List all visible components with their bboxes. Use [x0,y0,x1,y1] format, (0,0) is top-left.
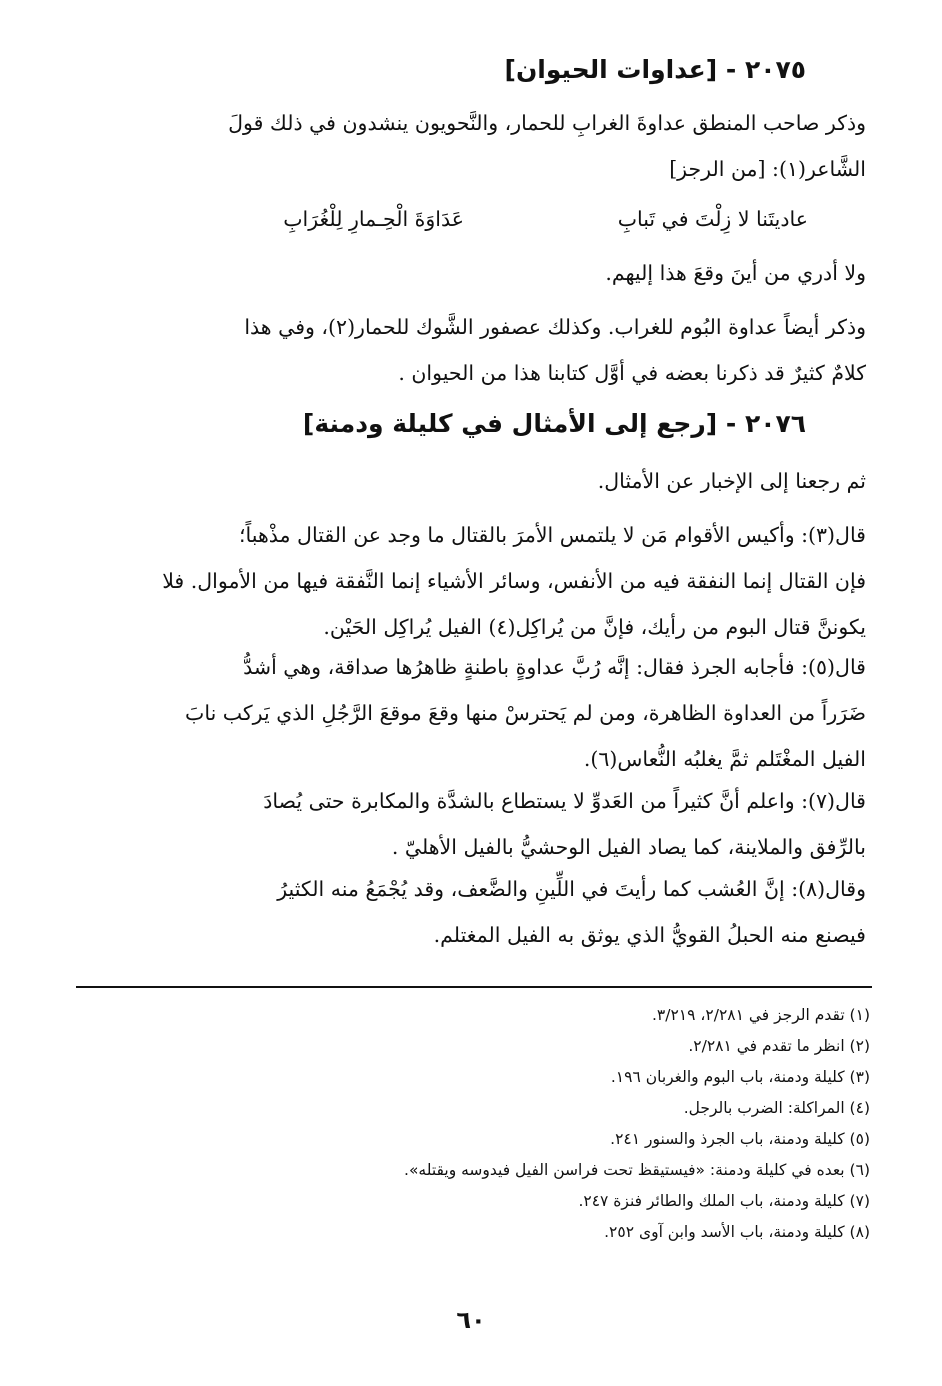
paragraph-grass-rope [76,866,866,958]
paragraph-intro [76,100,866,192]
paragraph-after-verse [76,250,866,296]
section-heading-2075: ٢٠٧٥ - [عداوات الحيوان] [504,55,806,84]
text-line: الشَّاعر(١): [من الرجز] [669,157,866,181]
paragraph-owl-crow [76,304,866,396]
footnote-8: (٨) كليلة ودمنة، باب الأسد وابن آوى ٢٥٢. [604,1223,870,1241]
verse-first-hemistich: عاديتَنا لا زِلْتَ في تَبابِ [617,207,808,231]
page-number: ٦٠ [456,1306,486,1334]
text-line: فإن القتال إنما النفقة فيه من الأنفس، وسائر الأشياء إنما النَّفقة فيها من الأموال. فلا [162,569,866,593]
text-line: كلامٌ كثيرٌ قد ذكرنا بعضه في أوَّل كتابنا هذا من الحيوان . [398,361,866,385]
paragraph-fighting [76,512,866,650]
paragraph-return [76,458,866,504]
footnote-1: (١) تقدم الرجز في ٢/٢٨١، ٣/٢١٩. [651,1006,870,1024]
text-line: وذكر صاحب المنطق عداوةَ الغرابِ للحمار، والنَّحويون ينشدون في ذلك قولَ [228,111,866,135]
verse-second-hemistich: عَدَاوَةَ الْحِـمارِ لِلْغُرَابِ [283,207,464,231]
footnote-7: (٧) كليلة ودمنة، باب الملك والطائر فنزة ٢٤٧. [578,1192,870,1210]
text-line: ضَرَراً من العداوة الظاهرة، ومن لم يَحترسْ منها وقعَ موقعَ الرَّجُلِ الذي يَركب نابَ [185,701,866,725]
footnote-3: (٣) كليلة ودمنة، باب البوم والغربان ١٩٦. [610,1068,870,1086]
section-heading-2076: ٢٠٧٦ - [رجع إلى الأمثال في كليلة ودمنة] [302,409,806,438]
text-line: ثم رجعنا إلى الإخبار عن الأمثال. [597,469,866,493]
text-line: قال(٥): فأجابه الجرذ فقال: إنَّه رُبَّ عداوةٍ باطنةٍ ظاهرُها صداقة، وهي أشدُّ [243,655,866,679]
paragraph-gentleness [76,778,866,870]
footnote-2: (٢) انظر ما تقدم في ٢/٢٨١. [688,1037,870,1055]
text-line: بالرِّفق والملاينة، كما يصاد الفيل الوحشيُّ بالفيل الأهليّ . [391,835,866,859]
footnote-6: (٦) بعده في كليلة ودمنة: «فيستيقظ تحت فراسن الفيل فيدوسه ويقتله». [404,1161,870,1179]
text-line: وذكر أيضاً عداوة البُوم للغراب. وكذلك عصفور الشَّوك للحمار(٢)، وفي هذا [244,315,866,339]
text-line: قال(٧): واعلم أنَّ كثيراً من العَدوِّ لا يستطاع بالشدَّة والمكابرة حتى يُصادَ [263,789,866,813]
footnote-separator [76,986,872,988]
footnotes [90,1000,870,1248]
text-line: وقال(٨): إنَّ العُشب كما رأيتَ في اللِّينِ والضَّعف، وقد يُجْمَعُ منه الكثيرُ [277,877,866,901]
text-line: ولا أدري من أينَ وقعَ هذا إليهم. [605,261,866,285]
paragraph-rat-answer [76,644,866,782]
text-line: الفيل المغْتَلم ثمَّ يغلبُه النُّعاس(٦). [583,747,866,771]
text-line: فيصنع منه الحبلُ القويُّ الذي يوثق به الفيل المغتلم. [433,923,866,947]
text-line: قال(٣): وأكيس الأقوام مَن لا يلتمس الأمرَ بالقتال ما وجد عن القتال مذْهباً؛ [239,523,866,547]
footnote-4: (٤) المراكلة: الضرب بالرجل. [683,1099,870,1117]
footnote-5: (٥) كليلة ودمنة، باب الجرذ والسنور ٢٤١. [610,1130,870,1148]
text-line: يكوننَّ قتال البوم من رأيك، فإنَّ من يُراكِل(٤) الفيل يُراكِل الحَيْن. [323,615,866,639]
